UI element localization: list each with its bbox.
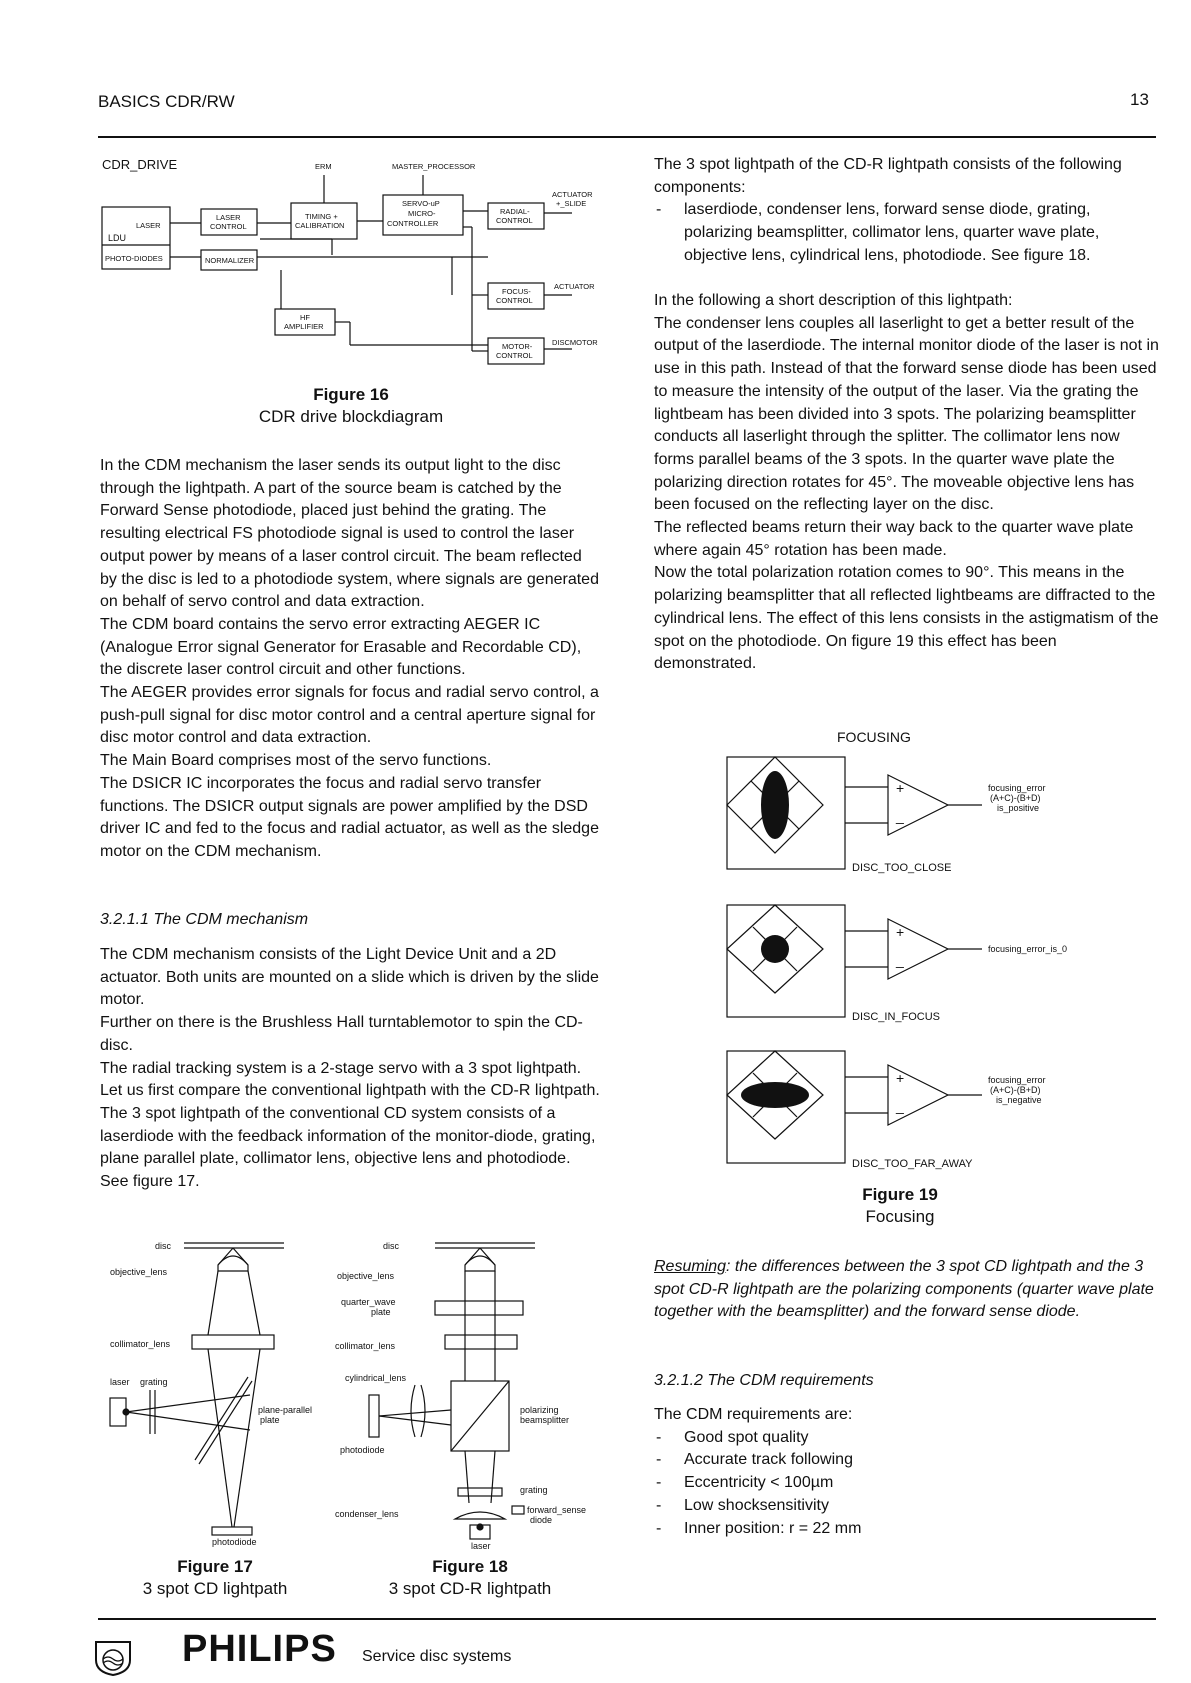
fig19-p1-name: DISC_TOO_CLOSE <box>852 862 952 874</box>
running-header: BASICS CDR/RW <box>98 92 235 111</box>
fig19-p2-name: DISC_IN_FOCUS <box>852 1011 941 1023</box>
fig19-panel-too-close <box>727 757 1046 874</box>
section-heading-3-2-1-1: 3.2.1.1 The CDM mechanism <box>100 911 309 928</box>
figure-19-focusing <box>720 725 1110 1175</box>
fig19-p3-out1: focusing_error <box>988 1075 1046 1085</box>
fig18-quarter-wave-2: plate <box>371 1307 391 1317</box>
left-paragraph-4: The Main Board comprises most of the servo functions. <box>100 752 492 770</box>
left-paragraph-1: In the CDM mechanism the laser sends its output light to the disc through the lightpath. A part of the source beam is catched by the Forward Sense photodiode, placed just behind the grating. The resulting electrical FS photodiode signal is used to control the laser output power by means of a laser control circuit. The beam reflected by the disc is led to a photodiode system, where signals are generated on behalf of servo control and data extraction. <box>100 457 599 611</box>
left-body-text-2 <box>100 944 602 1194</box>
motor-label-1: MOTOR- <box>502 342 533 351</box>
fig18-grating: grating <box>520 1485 548 1495</box>
philips-shield-icon <box>92 1640 136 1676</box>
ldu-label: LDU <box>108 233 127 243</box>
fig18-cylindrical-lens: cylindrical_lens <box>345 1373 407 1383</box>
actuator-slide-label-2: +_SLIDE <box>556 199 587 208</box>
fig19-p2-out1: focusing_error_is_0 <box>988 944 1068 954</box>
fig18-objective-lens: objective_lens <box>337 1271 395 1281</box>
servo-label-2: MICRO- <box>408 209 436 218</box>
fig18-photodiode: photodiode <box>340 1445 385 1455</box>
fig19-p1-out1: focusing_error <box>988 783 1046 793</box>
motor-label-2: CONTROL <box>496 351 533 360</box>
fig19-p1-out3: is_positive <box>997 803 1040 813</box>
servo-label-1: SERVO-uP <box>402 199 440 208</box>
left-paragraph-9: The 3 spot lightpath of the conventional CD system consists of a laserdiode with the feedback information of the monitor-diode, grating, plane parallel plate, collimator lens, objective lens and photodiode. See figure 17. <box>100 1104 596 1191</box>
laser-control-label-2: CONTROL <box>210 222 247 231</box>
figure-16-subtitle: CDR drive blockdiagram <box>258 407 444 426</box>
requirement-item: - Accurate track following <box>654 1449 1159 1472</box>
figure-17-lightpath <box>100 1235 345 1545</box>
right-body-text-2 <box>654 290 1159 676</box>
components-item: - laserdiode, condenser lens, forward sense diode, grating, polarizing beamsplitter, collimator lens, quarter wave plate, objective lens, cylindrical lens, photodiode. See figure 18. <box>654 199 1159 267</box>
figure-17-label: Figure 17 <box>177 1557 253 1576</box>
figure-16-caption <box>100 384 602 428</box>
fig18-collimator-lens: collimator_lens <box>335 1341 396 1351</box>
header-rule <box>98 136 1156 138</box>
fig19-title: FOCUSING <box>837 729 911 745</box>
resuming-text: : the differences between the 3 spot CD lightpath and the 3 spot CD-R lightpath are the polarizing components (quarter wave plate together with the beamsplitter) and the forward sense diode. <box>654 1258 1154 1321</box>
requirement-item: - Eccentricity < 100µm <box>654 1472 1159 1495</box>
requirements-list <box>654 1427 1159 1541</box>
left-paragraph-5: The DSICR IC incorporates the focus and radial servo transfer functions. The DSICR output signals are power amplified by the DSD driver IC and fed to the focus and radial actuator, as well as the sledge motor on the CDM mechanism. <box>100 774 599 860</box>
focus-label-1: FOCUS- <box>502 287 531 296</box>
right-desc-intro: In the following a short description of this lightpath: <box>654 292 1013 309</box>
fig19-minus-1: _ <box>896 808 904 824</box>
master-processor-label: MASTER_PROCESSOR <box>392 162 476 171</box>
fig17-laser: laser <box>110 1377 130 1387</box>
fig18-condenser-lens: condenser_lens <box>335 1509 399 1519</box>
footer-subtitle: Service disc systems <box>362 1648 512 1665</box>
left-body-text <box>100 455 602 864</box>
page-number: 13 <box>1130 90 1149 109</box>
fig19-p3-out2: (A+C)-(B+D) <box>990 1085 1041 1095</box>
fig18-forward-sense-2: diode <box>530 1515 553 1525</box>
right-desc-1: The condenser lens couples all laserlight to get a better result of the output of the laserdiode. The internal monitor diode of the laser is not in use in this path. Instead of that the forward sense diode has been used to measure the intensity of the output of the laser. Via the grating the lightbeam has been divided into 3 spots. The polarizing beamsplitter conducts all laserlight through the splitter. The collimator lens now forms parallel beams of the 3 spots. In the quarter wave plate the polarizing direction rotates for 45°. The moveable objective lens has been focused on the reflecting layer on the disc. <box>654 314 1159 514</box>
left-paragraph-6: The CDM mechanism consists of the Light Device Unit and a 2D actuator. Both units are mounted on a slide which is driven by the slide motor. <box>100 946 599 1009</box>
right-desc-3: Now the total polarization rotation comes to 90°. This means in the polarizing beamsplitter that all reflected lightbeams are diffracted to the cylindrical lens. The effect of this lens consists in the astigmatism of the spot on the photodiode. On figure 19 this effect has been demonstrated. <box>654 564 1159 673</box>
discmotor-label: DISCMOTOR <box>552 338 598 347</box>
fig18-polarizing-1: polarizing <box>520 1405 559 1415</box>
figure-17-caption <box>100 1556 330 1600</box>
servo-label-3: CONTROLLER <box>387 219 439 228</box>
fig18-forward-sense-1: forward_sense <box>527 1505 587 1515</box>
right-intro: The 3 spot lightpath of the CD-R lightpath consists of the following components: <box>654 156 1122 196</box>
components-list <box>654 199 1159 267</box>
requirements-intro: The CDM requirements are: <box>654 1406 853 1423</box>
fig19-plus-1: + <box>896 780 905 796</box>
figure-18-subtitle: 3 spot CD-R lightpath <box>388 1579 552 1598</box>
fig18-disc: disc <box>383 1241 400 1251</box>
fig19-panel-too-far <box>727 1051 1046 1170</box>
actuator-slide-label-1: ACTUATOR <box>552 190 593 199</box>
erm-label: ERM <box>315 162 332 171</box>
footer-rule <box>98 1618 1156 1620</box>
fig19-plus-2: + <box>896 924 905 940</box>
left-paragraph-3: The AEGER provides error signals for focus and radial servo control, a push-pull signal for disc motor control and a central aperture signal for disc motor control and data extraction. <box>100 684 599 747</box>
fig17-plane-parallel-2: plate <box>260 1415 280 1425</box>
figure-19-caption <box>830 1184 970 1228</box>
fig19-p3-out3: is_negative <box>996 1095 1042 1105</box>
requirements-block <box>654 1404 1159 1540</box>
requirement-item: - Good spot quality <box>654 1427 1159 1450</box>
laser-label: LASER <box>136 221 161 230</box>
diagram-title: CDR_DRIVE <box>102 157 178 172</box>
fig19-p3-name: DISC_TOO_FAR_AWAY <box>852 1158 973 1170</box>
figure-16-blockdiagram <box>100 155 610 375</box>
fig17-collimator-lens: collimator_lens <box>110 1339 171 1349</box>
radial-label-2: CONTROL <box>496 216 533 225</box>
figure-18-lightpath <box>335 1235 605 1551</box>
fig17-disc: disc <box>155 1241 172 1251</box>
fig17-objective-lens: objective_lens <box>110 1267 168 1277</box>
fig19-plus-3: + <box>896 1070 905 1086</box>
right-desc-2: The reflected beams return their way back to the quarter wave plate where again 45° rotation has been made. <box>654 519 1134 559</box>
fig18-quarter-wave-1: quarter_wave <box>341 1297 396 1307</box>
timing-label-2: CALIBRATION <box>295 221 345 230</box>
fig19-minus-2: _ <box>896 952 904 968</box>
resuming-lead: Resuming <box>654 1258 727 1275</box>
section-heading-3-2-1-2: 3.2.1.2 The CDM requirements <box>654 1372 874 1389</box>
actuator-label: ACTUATOR <box>554 282 595 291</box>
left-paragraph-8: The radial tracking system is a 2-stage servo with a 3 spot lightpath. Let us first compare the conventional lightpath with the CD-R lightpath. <box>100 1059 600 1100</box>
figure-18-caption <box>355 1556 585 1600</box>
requirement-item: - Inner position: r = 22 mm <box>654 1518 1159 1541</box>
left-paragraph-7: Further on there is the Brushless Hall turntablemotor to spin the CD-disc. <box>100 1014 583 1054</box>
fig19-panel-in-focus <box>727 905 1067 1023</box>
fig18-laser: laser <box>471 1541 491 1551</box>
fig17-plane-parallel-1: plane-parallel <box>258 1405 313 1415</box>
photodiodes-label: PHOTO-DIODES <box>105 254 163 263</box>
fig19-p1-out2: (A+C)-(B+D) <box>990 793 1041 803</box>
right-body-text <box>654 154 1159 268</box>
hf-label-2: AMPLIFIER <box>284 322 324 331</box>
figure-16-label: Figure 16 <box>313 385 389 404</box>
figure-19-subtitle: Focusing <box>865 1207 935 1226</box>
fig17-photodiode: photodiode <box>212 1537 257 1547</box>
left-paragraph-2: The CDM board contains the servo error extracting AEGER IC (Analogue Error signal Generator for Erasable and Recordable CD), the discrete laser control circuit and other functions. <box>100 615 582 679</box>
figure-19-label: Figure 19 <box>862 1185 938 1204</box>
laser-control-label-1: LASER <box>216 213 241 222</box>
philips-logo: PHILIPS <box>182 1628 337 1670</box>
fig17-grating: grating <box>140 1377 168 1387</box>
resuming-paragraph <box>654 1256 1159 1324</box>
requirement-item: - Low shocksensitivity <box>654 1495 1159 1518</box>
fig18-polarizing-2: beamsplitter <box>520 1415 570 1425</box>
radial-label-1: RADIAL- <box>500 207 530 216</box>
timing-label-1: TIMING + <box>305 212 338 221</box>
normalizer-label: NORMALIZER <box>205 256 255 265</box>
fig19-minus-3: _ <box>896 1098 904 1114</box>
figure-17-subtitle: 3 spot CD lightpath <box>142 1579 288 1598</box>
hf-label-1: HF <box>300 313 310 322</box>
figure-18-label: Figure 18 <box>432 1557 508 1576</box>
focus-label-2: CONTROL <box>496 296 533 305</box>
